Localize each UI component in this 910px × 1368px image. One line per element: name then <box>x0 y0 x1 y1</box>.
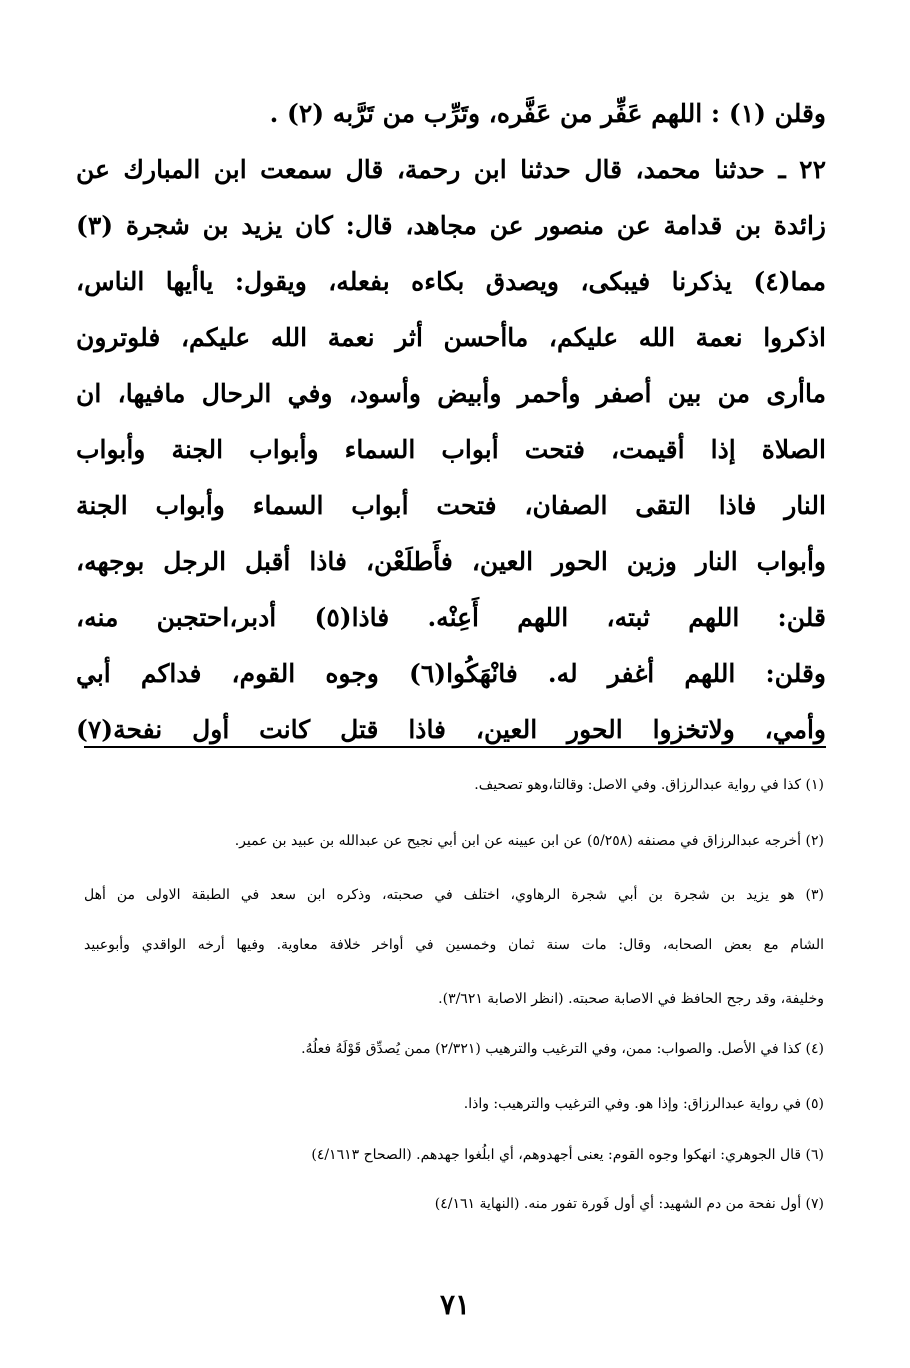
main-text-line: مما(٤) يذكرنا فيبكى، ويصدق بكاءه بفعله، ويقول: ياأيها الناس، <box>76 267 826 296</box>
footnote-line: (٧) أول نفحة من دم الشهيد: أي أول فَورة تفور منه. (النهاية ٤/١٦١) <box>434 1196 824 1212</box>
main-text-line: النار فاذا التقى الصفان، فتحت أبواب السماء وأبواب الجنة <box>76 491 826 520</box>
footnote-line: (٢) أخرجه عبدالرزاق في مصنفه (٥/٢٥٨) عن ابن عيينه عن ابن أبي نجيح عن عبدالله بن عبيد بن عمير. <box>234 833 824 849</box>
main-text-line: الصلاة إذا أقيمت، فتحت أبواب السماء وأبواب الجنة وأبواب <box>76 435 826 464</box>
main-text-line: قلن: اللهم ثبته، اللهم أَعِنْه. فاذا(٥) أدبر،احتجبن منه، <box>76 603 827 632</box>
main-text-line: وقلن: اللهم أغفر له. فانْهَكُوا(٦) وجوه القوم، فداكم أبي <box>76 659 827 688</box>
main-text-line: وقلن (١) : اللهم عَفِّر من عَفَّره، وتَرِّب من تَرَّبه (٢) . <box>269 99 826 128</box>
main-text-line: ماأرى من بين أصفر وأحمر وأبيض وأسود، وفي الرحال مافيها، ان <box>76 379 826 408</box>
main-text-line: اذكروا نعمة الله عليكم، ماأحسن أثر نعمة الله عليكم، فلوترون <box>76 323 826 352</box>
page-number: ٧١ <box>439 1288 471 1321</box>
footnote-line: وخليفة، وقد رجح الحافظ في الاصابة صحبته. (انظر الاصابة ٣/٦٢١). <box>438 991 824 1007</box>
footnote-line: الشام مع بعض الصحابه، وقال: مات سنة ثمان وخمسين في أواخر خلافة معاوية. وفيها أرخه الواقدي وأبوعبيد <box>84 937 824 953</box>
footnote-line: (٣) هو يزيد بن شجرة بن أبي شجرة الرهاوي، اختلف في صحبته، وذكره ابن سعد في الطبقة الاولى من أهل <box>84 887 824 903</box>
footnote-line: (٤) كذا في الأصل. والصواب: ممن، وفي الترغيب والترهيب (٢/٣٢١) ممن يُصدِّق قَوْلَهُ فعلُهُ. <box>301 1041 824 1057</box>
main-text-line: وأمي، ولاتخزوا الحور العين، فاذا قتل كانت أول نفحة(٧) <box>76 715 826 744</box>
footnote-separator-rule <box>84 746 826 748</box>
footnote-line: (٦) قال الجوهري: انهكوا وجوه القوم: يعنى أجهدوهم، أي ابلُغوا جهدهم. (الصحاح ٤/١٦١٣) <box>311 1147 824 1163</box>
main-text-line: زائدة بن قدامة عن منصور عن مجاهد، قال: كان يزيد بن شجرة (٣) <box>76 211 826 240</box>
footnote-line: (٥) في رواية عبدالرزاق: وإذا هو. وفي الترغيب والترهيب: واذا. <box>463 1096 824 1112</box>
main-text-block <box>76 86 826 758</box>
main-text-line: وأبواب النار وزين الحور العين، فأَطلَعْن، فاذا أقبل الرجل بوجهه، <box>76 547 826 576</box>
main-text-line: ٢٢ ـ حدثنا محمد، قال حدثنا ابن رحمة، قال سمعت ابن المبارك عن <box>76 155 826 184</box>
footnote-line: (١) كذا في رواية عبدالرزاق. وفي الاصل: وقالتا،وهو تصحيف. <box>474 777 824 793</box>
